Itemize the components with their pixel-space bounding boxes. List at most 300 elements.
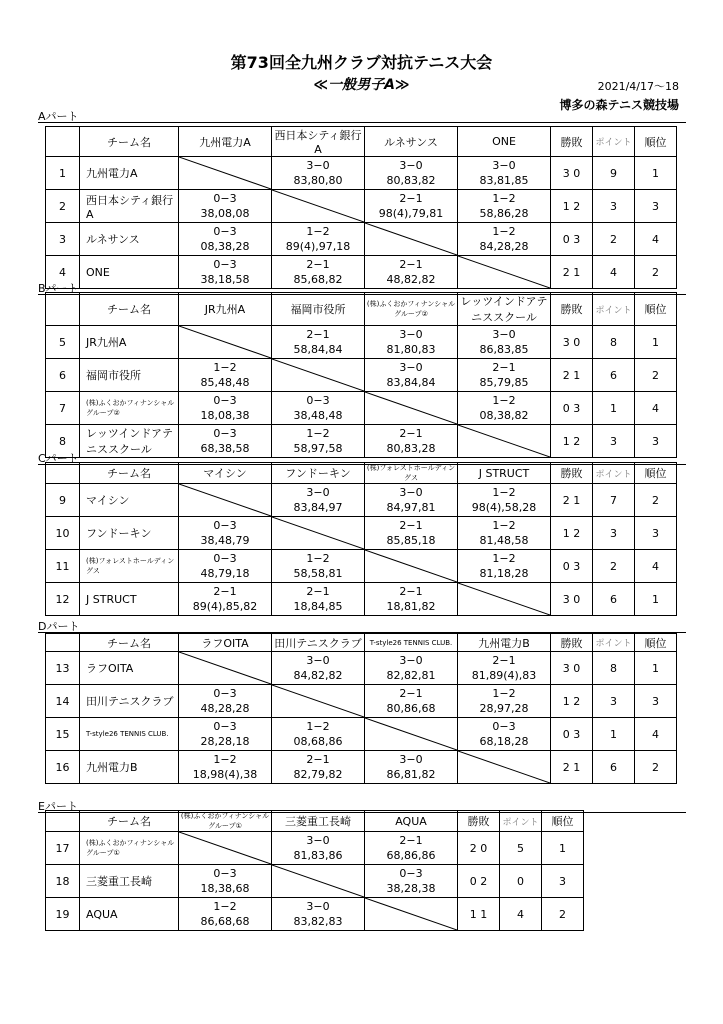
team-name: 田川テニスクラブ (80, 685, 179, 718)
match-result (179, 718, 272, 751)
match-score: 0−3 (492, 720, 516, 733)
match-score: 0−3 (213, 427, 237, 440)
game-scores: 08,38,82 (479, 409, 529, 422)
game-scores: 48,28,28 (200, 702, 250, 715)
part-label: Bパート (38, 282, 79, 295)
game-scores: 38,28,38 (386, 882, 436, 895)
match-result (272, 392, 365, 425)
match-score: 0−3 (213, 192, 237, 205)
rank: 2 (542, 898, 584, 931)
page-subtitle: ≪一般男子A≫ (313, 77, 410, 93)
header-points: ポイント (593, 293, 635, 326)
win-loss: 0 3 (551, 550, 593, 583)
team-name: 福岡市役所 (80, 359, 179, 392)
diagonal-line (272, 517, 364, 549)
header-blank (46, 811, 80, 832)
match-result (179, 190, 272, 223)
points: 1 (593, 392, 635, 425)
header-opponent: 九州電力A (179, 127, 272, 157)
match-result (458, 359, 551, 392)
header-opponent: (株)フォレストホールディングス (365, 463, 458, 484)
points: 4 (500, 898, 542, 931)
points: 5 (500, 832, 542, 865)
game-scores: 58,58,81 (293, 567, 343, 580)
row-number: 4 (46, 256, 80, 289)
table-row (46, 223, 677, 256)
match-result (272, 223, 365, 256)
game-scores: 18,38,68 (200, 882, 250, 895)
row-number: 3 (46, 223, 80, 256)
match-result (458, 190, 551, 223)
game-scores: 81,80,83 (386, 343, 436, 356)
match-score: 1−2 (492, 552, 516, 565)
game-scores: 18,81,82 (386, 600, 436, 613)
game-scores: 84,28,28 (479, 240, 529, 253)
header-points: ポイント (500, 811, 542, 832)
game-scores: 82,82,81 (386, 669, 436, 682)
row-number: 19 (46, 898, 80, 931)
self-match-cell (458, 751, 551, 784)
rank: 3 (635, 517, 677, 550)
game-scores: 08,38,28 (200, 240, 250, 253)
game-scores: 85,68,82 (293, 273, 343, 286)
game-scores: 89(4),97,18 (285, 240, 351, 253)
self-match-cell (179, 832, 272, 865)
header-opponent: ラフOITA (179, 634, 272, 652)
header-opponent: (株)ふくおかフィナンシャルグループ② (365, 293, 458, 326)
match-result (365, 425, 458, 458)
game-scores: 82,79,82 (293, 768, 343, 781)
game-scores: 83,81,85 (479, 174, 529, 187)
game-scores: 81,18,28 (479, 567, 529, 580)
rank: 1 (635, 652, 677, 685)
table-row (46, 484, 677, 517)
row-number: 18 (46, 865, 80, 898)
team-name: 三菱重工長崎 (80, 865, 179, 898)
table-row (46, 190, 677, 223)
win-loss: 1 2 (551, 685, 593, 718)
match-result (272, 550, 365, 583)
row-number: 10 (46, 517, 80, 550)
game-scores: 68,86,86 (386, 849, 436, 862)
game-scores: 81,48,58 (479, 534, 529, 547)
diagonal-line (365, 550, 457, 582)
match-score: 3−0 (399, 361, 423, 374)
match-score: 1−2 (492, 486, 516, 499)
win-loss: 0 2 (458, 865, 500, 898)
match-score: 2−1 (492, 654, 516, 667)
game-scores: 48,79,18 (200, 567, 250, 580)
header-opponent: (株)ふくおかフィナンシャルグループ① (179, 811, 272, 832)
game-scores: 85,85,18 (386, 534, 436, 547)
match-result (272, 898, 365, 931)
self-match-cell (458, 256, 551, 289)
points: 2 (593, 223, 635, 256)
header-winloss: 勝敗 (458, 811, 500, 832)
team-name: フンドーキン (80, 517, 179, 550)
header-row (46, 293, 677, 326)
game-scores: 18,84,85 (293, 600, 343, 613)
match-result (458, 652, 551, 685)
match-score: 3−0 (306, 654, 330, 667)
header-blank (46, 293, 80, 326)
match-score: 3−0 (306, 834, 330, 847)
points: 1 (593, 718, 635, 751)
game-scores: 83,80,80 (293, 174, 343, 187)
match-result (365, 652, 458, 685)
match-score: 2−1 (399, 427, 423, 440)
table-row (46, 718, 677, 751)
table-row (46, 359, 677, 392)
table-row (46, 751, 677, 784)
match-score: 2−1 (492, 361, 516, 374)
win-loss: 1 1 (458, 898, 500, 931)
table-row (46, 326, 677, 359)
win-loss: 3 0 (551, 326, 593, 359)
self-match-cell (365, 392, 458, 425)
part-label: Aパート (38, 110, 79, 123)
game-scores: 81,89(4),83 (471, 669, 537, 682)
header-rank: 順位 (635, 127, 677, 157)
game-scores: 86,68,68 (200, 915, 250, 928)
header-opponent: T-style26 TENNIS CLUB. (365, 634, 458, 652)
match-score: 0−3 (213, 225, 237, 238)
table-row (46, 517, 677, 550)
match-result (365, 326, 458, 359)
part-label: Cパート (38, 452, 79, 465)
match-result (272, 718, 365, 751)
header-opponent: AQUA (365, 811, 458, 832)
match-result (272, 652, 365, 685)
match-score: 1−2 (492, 192, 516, 205)
header-row (46, 811, 584, 832)
match-result (365, 685, 458, 718)
points: 2 (593, 550, 635, 583)
header-opponent: フンドーキン (272, 463, 365, 484)
match-result (365, 359, 458, 392)
win-loss: 2 1 (551, 751, 593, 784)
standings-table (45, 462, 677, 616)
game-scores: 18,08,38 (200, 409, 250, 422)
match-result (272, 157, 365, 190)
self-match-cell (365, 550, 458, 583)
team-name: AQUA (80, 898, 179, 931)
match-score: 1−2 (306, 427, 330, 440)
diagonal-line (458, 751, 550, 783)
win-loss: 3 0 (551, 157, 593, 190)
self-match-cell (272, 359, 365, 392)
match-result (179, 517, 272, 550)
self-match-cell (179, 484, 272, 517)
game-scores: 84,82,82 (293, 669, 343, 682)
table-row (46, 583, 677, 616)
match-result (179, 256, 272, 289)
points: 7 (593, 484, 635, 517)
points: 6 (593, 751, 635, 784)
header-winloss: 勝敗 (551, 634, 593, 652)
game-scores: 58,84,84 (293, 343, 343, 356)
match-result (179, 425, 272, 458)
header-points: ポイント (593, 127, 635, 157)
match-result (365, 583, 458, 616)
match-score: 0−3 (213, 720, 237, 733)
rank: 1 (635, 157, 677, 190)
game-scores: 83,82,83 (293, 915, 343, 928)
header-team-name: チーム名 (80, 293, 179, 326)
win-loss: 2 1 (551, 359, 593, 392)
self-match-cell (179, 326, 272, 359)
header-rank: 順位 (542, 811, 584, 832)
game-scores: 81,83,86 (293, 849, 343, 862)
header-opponent: 田川テニスクラブ (272, 634, 365, 652)
game-scores: 58,86,28 (479, 207, 529, 220)
game-scores: 86,83,85 (479, 343, 529, 356)
game-scores: 38,18,58 (200, 273, 250, 286)
win-loss: 1 2 (551, 517, 593, 550)
game-scores: 85,48,48 (200, 376, 250, 389)
match-score: 0−3 (213, 552, 237, 565)
header-opponent: 西日本シティ銀行A (272, 127, 365, 157)
match-result (272, 583, 365, 616)
match-score: 3−0 (492, 328, 516, 341)
game-scores: 85,79,85 (479, 376, 529, 389)
header-opponent: 九州電力B (458, 634, 551, 652)
row-number: 16 (46, 751, 80, 784)
match-result (272, 484, 365, 517)
header-rank: 順位 (635, 463, 677, 484)
match-result (179, 583, 272, 616)
match-score: 0−3 (399, 867, 423, 880)
game-scores: 18,98(4),38 (192, 768, 258, 781)
header-opponent: JR九州A (179, 293, 272, 326)
match-result (272, 832, 365, 865)
game-scores: 58,97,58 (293, 442, 343, 455)
match-score: 0−3 (306, 394, 330, 407)
match-score: 3−0 (399, 654, 423, 667)
points: 9 (593, 157, 635, 190)
game-scores: 83,84,97 (293, 501, 343, 514)
match-result (365, 157, 458, 190)
self-match-cell (272, 190, 365, 223)
rank: 4 (635, 223, 677, 256)
match-result (272, 326, 365, 359)
rank: 1 (635, 326, 677, 359)
rank: 2 (635, 751, 677, 784)
table-row (46, 256, 677, 289)
match-score: 3−0 (399, 328, 423, 341)
team-name: ルネサンス (80, 223, 179, 256)
match-result (365, 256, 458, 289)
match-score: 3−0 (492, 159, 516, 172)
win-loss: 3 0 (551, 583, 593, 616)
event-date: 2021/4/17～18 (597, 80, 679, 93)
diagonal-line (365, 223, 457, 255)
table-row (46, 652, 677, 685)
row-number: 14 (46, 685, 80, 718)
team-name: JR九州A (80, 326, 179, 359)
win-loss: 0 3 (551, 223, 593, 256)
match-score: 3−0 (399, 159, 423, 172)
match-score: 2−1 (306, 258, 330, 271)
match-score: 1−2 (492, 519, 516, 532)
win-loss: 2 0 (458, 832, 500, 865)
win-loss: 1 2 (551, 190, 593, 223)
diagonal-line (179, 484, 271, 516)
points: 0 (500, 865, 542, 898)
points: 8 (593, 326, 635, 359)
team-name: (株)ふくおかフィナンシャルグループ① (80, 832, 179, 865)
self-match-cell (179, 157, 272, 190)
diagonal-line (458, 583, 550, 615)
match-score: 3−0 (399, 753, 423, 766)
points: 3 (593, 190, 635, 223)
rank: 2 (635, 256, 677, 289)
match-result (179, 359, 272, 392)
match-score: 0−3 (213, 258, 237, 271)
win-loss: 1 2 (551, 425, 593, 458)
diagonal-line (365, 392, 457, 424)
match-score: 3−0 (306, 486, 330, 499)
rank: 4 (635, 718, 677, 751)
match-result (365, 484, 458, 517)
points: 3 (593, 517, 635, 550)
diagonal-line (179, 157, 271, 189)
self-match-cell (365, 223, 458, 256)
diagonal-line (365, 718, 457, 750)
rank: 4 (635, 392, 677, 425)
part-divider (38, 122, 686, 123)
diagonal-line (272, 865, 364, 897)
match-score: 2−1 (399, 519, 423, 532)
row-number: 7 (46, 392, 80, 425)
self-match-cell (179, 652, 272, 685)
match-result (179, 392, 272, 425)
game-scores: 08,68,86 (293, 735, 343, 748)
part-label: Eパート (38, 800, 78, 813)
table-row (46, 898, 584, 931)
team-name: J STRUCT (80, 583, 179, 616)
header-points: ポイント (593, 463, 635, 484)
game-scores: 28,97,28 (479, 702, 529, 715)
points: 6 (593, 583, 635, 616)
page-title: 第73回全九州クラブ対抗テニス大会 (230, 53, 493, 72)
row-number: 6 (46, 359, 80, 392)
match-result (179, 865, 272, 898)
team-name: ラフOITA (80, 652, 179, 685)
win-loss: 2 1 (551, 256, 593, 289)
rank: 3 (635, 685, 677, 718)
match-score: 2−1 (399, 585, 423, 598)
game-scores: 80,86,68 (386, 702, 436, 715)
game-scores: 84,97,81 (386, 501, 436, 514)
match-score: 0−3 (213, 867, 237, 880)
match-score: 1−2 (306, 720, 330, 733)
standings-table (45, 292, 677, 458)
header-opponent: ルネサンス (365, 127, 458, 157)
game-scores: 89(4),85,82 (192, 600, 258, 613)
match-score: 2−1 (306, 328, 330, 341)
match-result (458, 326, 551, 359)
table-row (46, 832, 584, 865)
match-score: 2−1 (306, 585, 330, 598)
header-team-name: チーム名 (80, 463, 179, 484)
match-score: 2−1 (399, 258, 423, 271)
header-winloss: 勝敗 (551, 293, 593, 326)
game-scores: 28,28,18 (200, 735, 250, 748)
row-number: 2 (46, 190, 80, 223)
match-result (179, 685, 272, 718)
match-result (272, 425, 365, 458)
header-row (46, 127, 677, 157)
header-opponent: 三菱重工長崎 (272, 811, 365, 832)
match-result (458, 517, 551, 550)
self-match-cell (272, 517, 365, 550)
rank: 4 (635, 550, 677, 583)
diagonal-line (272, 685, 364, 717)
game-scores: 68,38,58 (200, 442, 250, 455)
match-score: 1−2 (306, 225, 330, 238)
rank: 2 (635, 484, 677, 517)
points: 6 (593, 359, 635, 392)
team-name: ONE (80, 256, 179, 289)
match-score: 2−1 (399, 687, 423, 700)
match-result (458, 223, 551, 256)
team-name: (株)フォレストホールディングス (80, 550, 179, 583)
row-number: 12 (46, 583, 80, 616)
match-score: 1−2 (306, 552, 330, 565)
header-opponent: レッツインドアテニススクール (458, 293, 551, 326)
rank: 3 (635, 190, 677, 223)
match-result (458, 157, 551, 190)
event-venue: 博多の森テニス競技場 (559, 98, 679, 112)
standings-table (45, 810, 584, 931)
team-name: 九州電力B (80, 751, 179, 784)
header-opponent: J STRUCT (458, 463, 551, 484)
points: 4 (593, 256, 635, 289)
row-number: 5 (46, 326, 80, 359)
header-rank: 順位 (635, 634, 677, 652)
game-scores: 48,82,82 (386, 273, 436, 286)
header-opponent: マイシン (179, 463, 272, 484)
header-opponent: ONE (458, 127, 551, 157)
team-name: T-style26 TENNIS CLUB. (80, 718, 179, 751)
match-score: 1−2 (492, 225, 516, 238)
self-match-cell (365, 718, 458, 751)
match-score: 0−3 (213, 394, 237, 407)
self-match-cell (272, 865, 365, 898)
row-number: 1 (46, 157, 80, 190)
header-points: ポイント (593, 634, 635, 652)
win-loss: 2 1 (551, 484, 593, 517)
diagonal-line (365, 898, 457, 930)
game-scores: 80,83,28 (386, 442, 436, 455)
table-row (46, 685, 677, 718)
self-match-cell (458, 583, 551, 616)
match-result (179, 751, 272, 784)
team-name: レッツインドアテニススクール (80, 425, 179, 458)
rank: 1 (542, 832, 584, 865)
game-scores: 83,84,84 (386, 376, 436, 389)
match-score: 1−2 (213, 753, 237, 766)
points: 3 (593, 685, 635, 718)
match-score: 3−0 (306, 900, 330, 913)
match-score: 0−3 (213, 687, 237, 700)
row-number: 11 (46, 550, 80, 583)
row-number: 9 (46, 484, 80, 517)
diagonal-line (179, 326, 271, 358)
match-score: 2−1 (213, 585, 237, 598)
match-result (179, 898, 272, 931)
